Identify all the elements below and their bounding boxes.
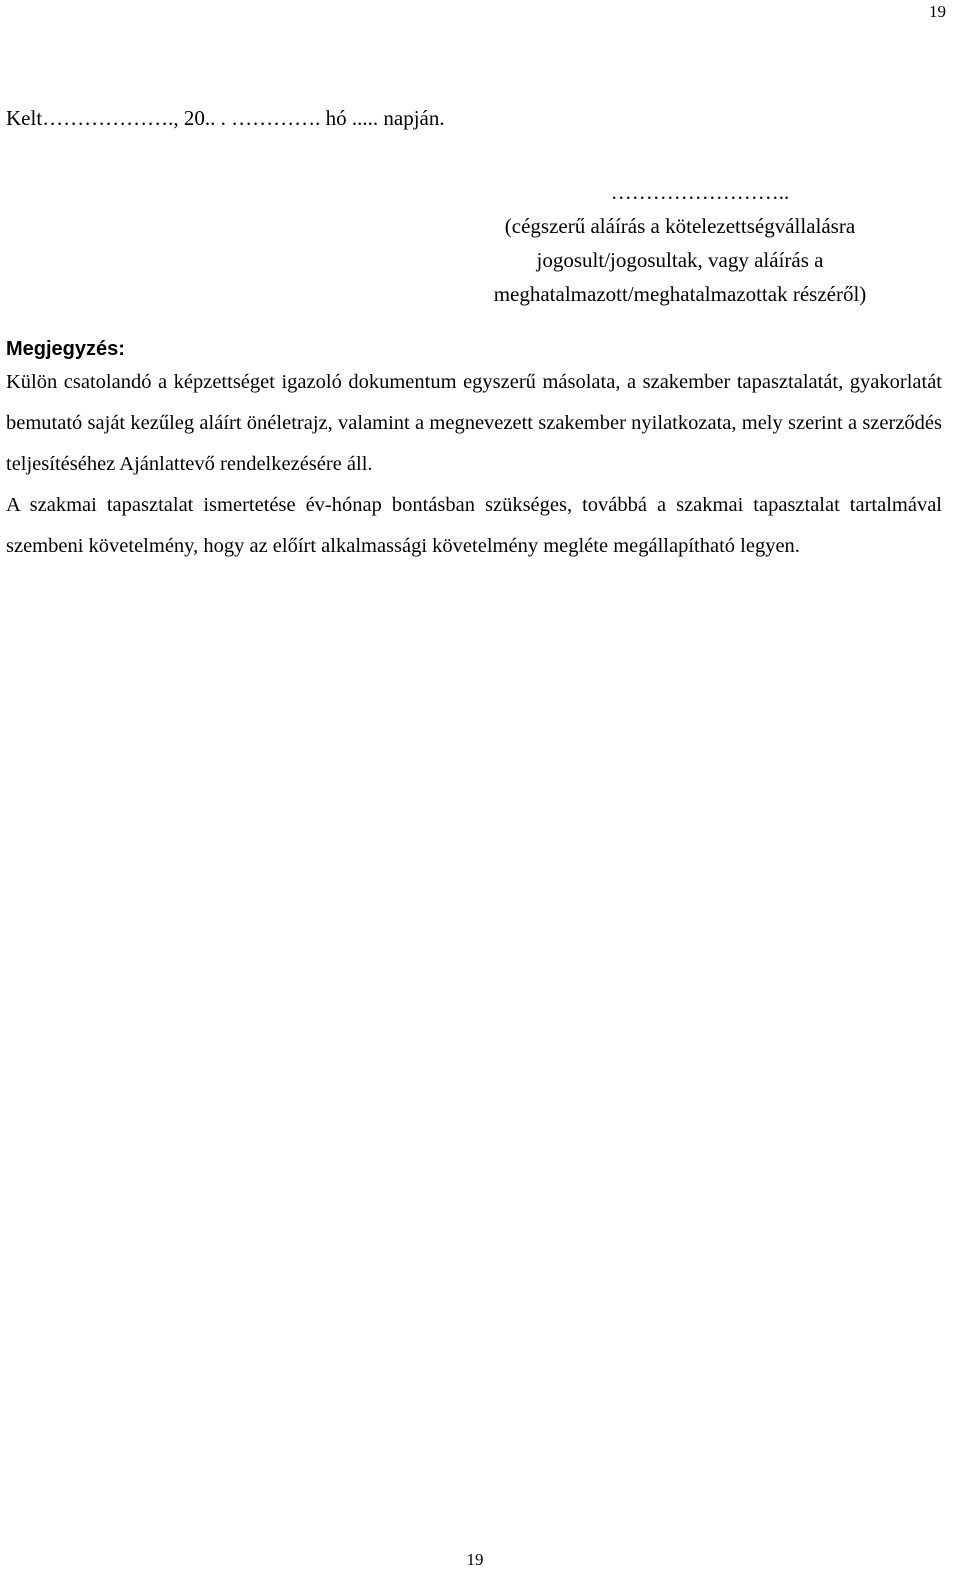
note-paragraph-1: Külön csatolandó a képzettséget igazoló dokumentum egyszerű másolata, a szakember tapasztalatát, gyakorlatát bemutató saját kezűleg aláírt önéletrajz, valamint a megnevezett szakember nyilatkozata, mely szerint a szerződés teljesítéséhez Ajánlattevő rendelkezésére áll. xyxy=(6,371,942,475)
signature-block xyxy=(430,175,930,311)
signature-caption-line-2: jogosult/jogosultak, vagy aláírás a xyxy=(536,248,824,272)
date-place-line: Kelt………………., 20.. . …………. hó ..... napján. xyxy=(6,106,445,130)
page-number-top: 19 xyxy=(929,2,946,21)
note-heading: Megjegyzés: xyxy=(6,338,125,360)
signature-caption-line-1: (cégszerű aláírás a kötelezettségvállalásra xyxy=(504,214,856,238)
page-number-bottom: 19 xyxy=(466,1550,484,1569)
signature-dotted-line: …………………….. xyxy=(610,180,790,204)
note-paragraph-2: A szakmai tapasztalat ismertetése év-hónap bontásban szükséges, továbbá a szakmai tapasztalat tartalmával szembeni követelmény, hogy az előírt alkalmassági követelmény megléte megállapítható legyen. xyxy=(6,494,942,557)
signature-caption-line-3: meghatalmazott/meghatalmazottak részéről) xyxy=(493,282,867,306)
note-body xyxy=(6,362,942,567)
